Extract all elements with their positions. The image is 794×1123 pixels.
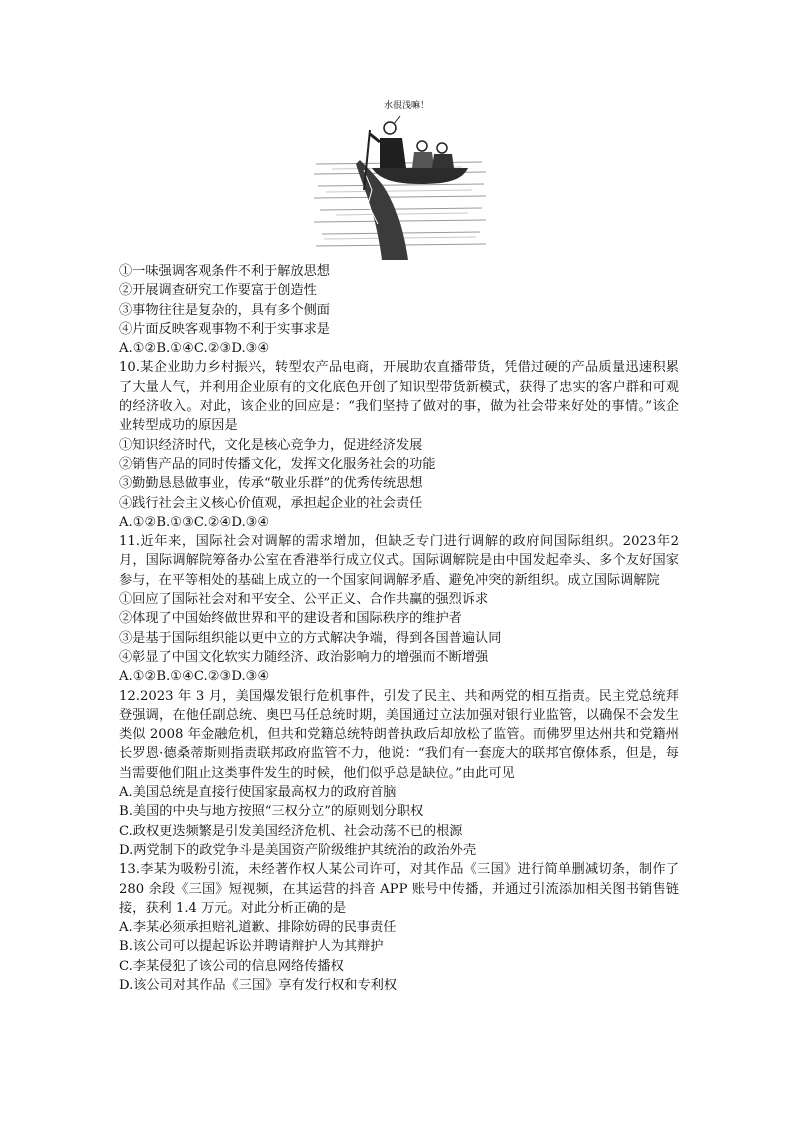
q11-choices: A.①②B.①④C.②③D.③④ xyxy=(119,669,270,685)
q13-option-d: D.该公司对其作品《三国》享有发行权和专利权 xyxy=(119,977,398,993)
q11-stem: 11.近年来，国际社会对调解的需求增加，但缺乏专门进行调解的政府间国际组织。2023年2月，国际调解院筹备办公室在香港举行成立仪式。国际调解院是由中国发起牵头、多个友好国家参与，在平等相处的基础上成立的一个国家间调解矛盾、避免冲突的新组织。成立国际调解院 xyxy=(119,534,679,588)
q12-stem: 12.2023 年 3 月，美国爆发银行危机事件，引发了民主、共和两党的相互指责。民主党总统拜登强调，在他任副总统、奥巴马任总统时期，美国通过立法加强对银行业监管，以确保不会发生类似 2008 年金融危机，但共和党籍总统特朗普执政后却放松了监管。而佛罗里达州共和党籍州长罗恩·德桑蒂斯则指责联邦政府监管不力，他说：“我们有一套庞大的联邦官僚体系，但是，每当需要他们阻止这类事件发生的时候，他们似乎总是缺位。”由此可见 xyxy=(119,688,679,781)
q10-option-1: ①知识经济时代，文化是核心竞争力，促进经济发展 xyxy=(119,437,423,453)
q11-option-1: ①回应了国际社会对和平安全、公平正义、合作共赢的强烈诉求 xyxy=(119,592,489,608)
q10-option-3: ③勤勤恳恳做事业，传承“敬业乐群”的优秀传统思想 xyxy=(119,476,423,492)
q9-option-3: ③事物往往是复杂的，具有多个侧面 xyxy=(119,302,330,318)
q12-option-a: A.美国总统是直接行使国家最高权力的政府首脑 xyxy=(119,785,397,801)
q9-choices: A.①②B.①④C.②③D.③④ xyxy=(119,341,270,357)
q9-option-4: ④片面反映客观事物不利于实事求是 xyxy=(119,321,330,337)
q13-stem: 13.李某为吸粉引流，未经著作权人某公司许可，对其作品《三国》进行简单删减切条，制作了 280 余段《三国》短视频，在其运营的抖音 APP 账号中传播，并通过引流添加相关图书销售链接，获利 1.4 万元。对此分析正确的是 xyxy=(119,862,679,916)
q10-option-4: ④践行社会主义核心价值观，承担起企业的社会责任 xyxy=(119,495,423,511)
q12-option-d: D.两党制下的政党争斗是美国资产阶级维护其统治的政治外壳 xyxy=(119,842,477,858)
q9-option-1: ①一味强调客观条件不利于解放思想 xyxy=(119,264,330,279)
question-content xyxy=(119,262,679,995)
q11-option-2: ②体现了中国始终做世界和平的建设者和国际秩序的维护者 xyxy=(119,611,462,627)
q10-choices: A.①②B.①③C.②④D.③④ xyxy=(119,514,270,530)
q10-option-2: ②销售产品的同时传播文化，发挥文化服务社会的功能 xyxy=(119,456,436,472)
cartoon-caption: 水很浅嘛！ xyxy=(384,101,430,111)
q10-stem: 10.某企业助力乡村振兴，转型农产品电商，开展助农直播带货，凭借过硬的产品质量迅速积累了大量人气，并利用企业原有的文化底色开创了知识型带货新模式，获得了忠实的客户群和可观的经济收入。对此，该企业的回应是：“我们坚持了做对的事，做为社会带来好处的事情。”该企业转型成功的原因是 xyxy=(119,360,679,434)
cartoon-illustration xyxy=(312,94,488,260)
q11-option-3: ③是基于国际组织能以更中立的方式解决争端，得到各国普遍认同 xyxy=(119,630,502,646)
q12-option-c: C.政权更迭频繁是引发美国经济危机、社会动荡不已的根源 xyxy=(119,823,463,839)
q13-option-b: B.该公司可以提起诉讼并聘请辩护人为其辩护 xyxy=(119,939,384,955)
q9-option-2: ②开展调查研究工作要富于创造性 xyxy=(119,283,317,299)
q13-option-a: A.李某必须承担赔礼道歉、排除妨碍的民事责任 xyxy=(119,920,397,936)
q11-option-4: ④彰显了中国文化软实力随经济、政治影响力的增强而不断增强 xyxy=(119,649,489,665)
q13-option-c: C.李某侵犯了该公司的信息网络传播权 xyxy=(119,958,344,974)
q12-option-b: B.美国的中央与地方按照“三权分立”的原则划分职权 xyxy=(119,804,424,820)
